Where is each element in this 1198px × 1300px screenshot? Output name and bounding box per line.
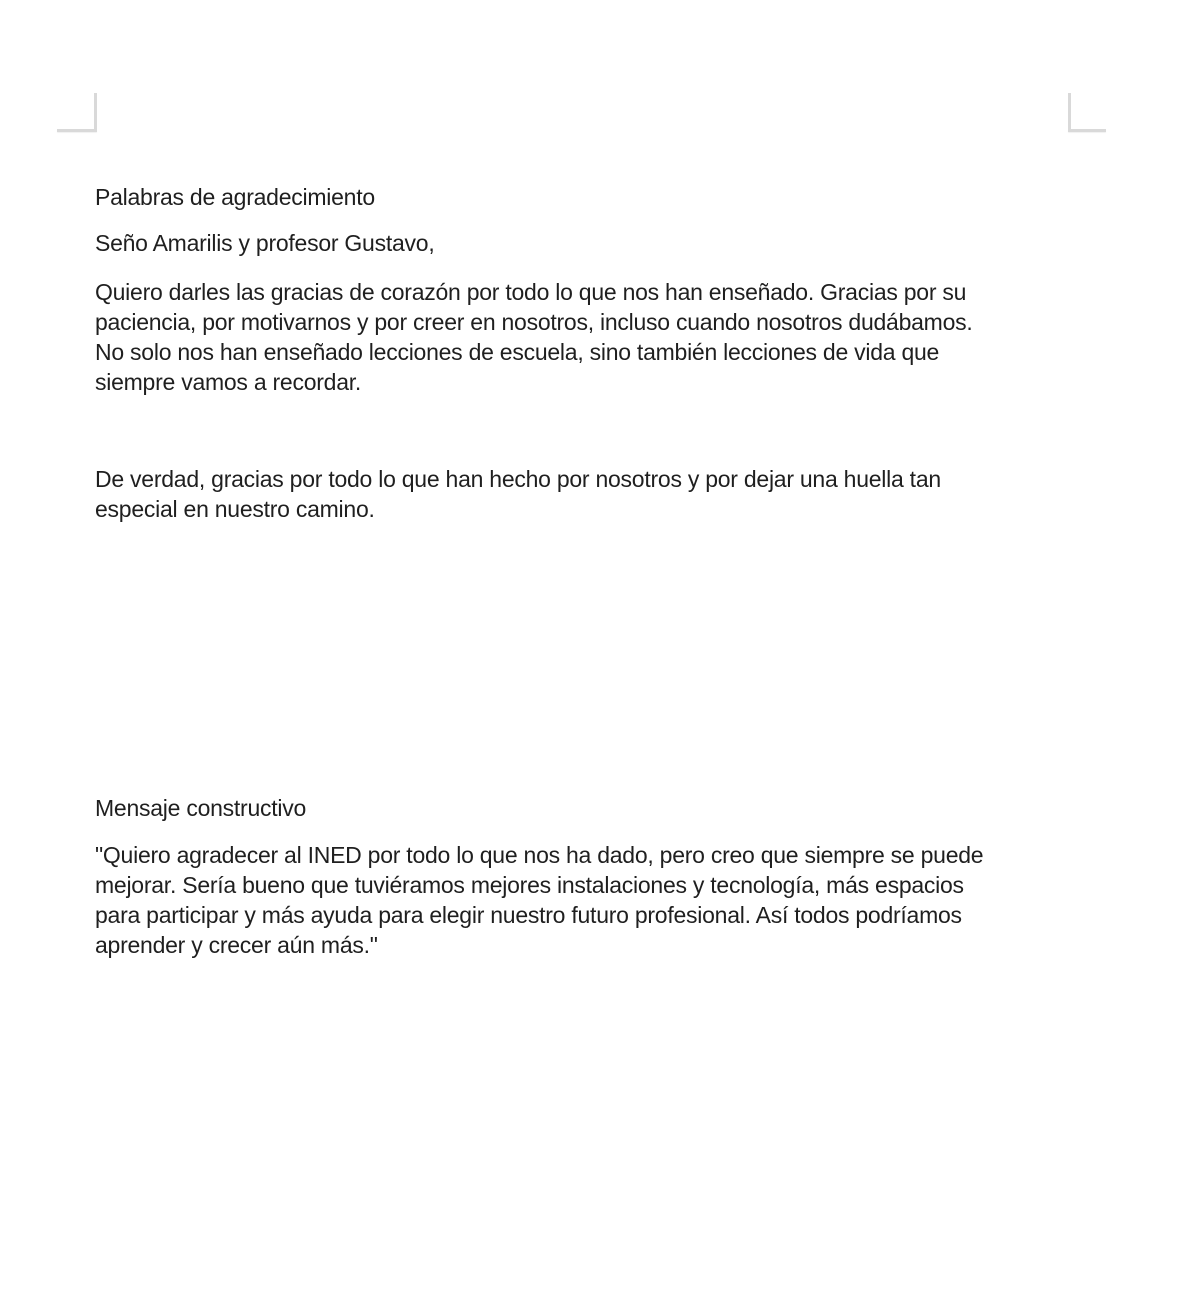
page-margin-corner-right-icon	[1068, 129, 1106, 132]
paragraph-de-verdad	[95, 464, 941, 524]
text-line: aprender y crecer aún más."	[95, 932, 378, 958]
text-line: "Quiero agradecer al INED por todo lo que nos ha dado, pero creo que siempre se puede	[95, 842, 984, 868]
heading-mensaje-constructivo	[95, 793, 306, 823]
heading-text: Mensaje constructivo	[95, 795, 307, 821]
page-margin-corner-left-icon	[57, 129, 97, 132]
paragraph-mensaje	[95, 840, 983, 960]
text-line: Quiero darles las gracias de corazón por todo lo que nos han enseñado. Gracias por su	[95, 279, 967, 305]
text-line: especial en nuestro camino.	[95, 496, 375, 522]
page-margin-corner-right-icon	[1068, 93, 1071, 132]
text-line: No solo nos han enseñado lecciones de escuela, sino también lecciones de vida que	[95, 339, 940, 365]
text-line: para participar y más ayuda para elegir nuestro futuro profesional. Así todos podríamos	[95, 902, 962, 928]
heading-text: Palabras de agradecimiento	[95, 184, 375, 210]
paragraph-gracias	[95, 277, 973, 397]
text-line: paciencia, por motivarnos y por creer en nosotros, incluso cuando nosotros dudábamos.	[95, 309, 973, 335]
heading-palabras	[95, 182, 375, 212]
text-line: siempre vamos a recordar.	[95, 369, 362, 395]
text-line: mejorar. Sería bueno que tuviéramos mejores instalaciones y tecnología, más espacios	[95, 872, 964, 898]
text-line: De verdad, gracias por todo lo que han hecho por nosotros y por dejar una huella tan	[95, 466, 941, 492]
salutation-line	[95, 228, 434, 258]
text-line: Seño Amarilis y profesor Gustavo,	[95, 230, 435, 256]
page-margin-corner-left-icon	[94, 93, 97, 132]
